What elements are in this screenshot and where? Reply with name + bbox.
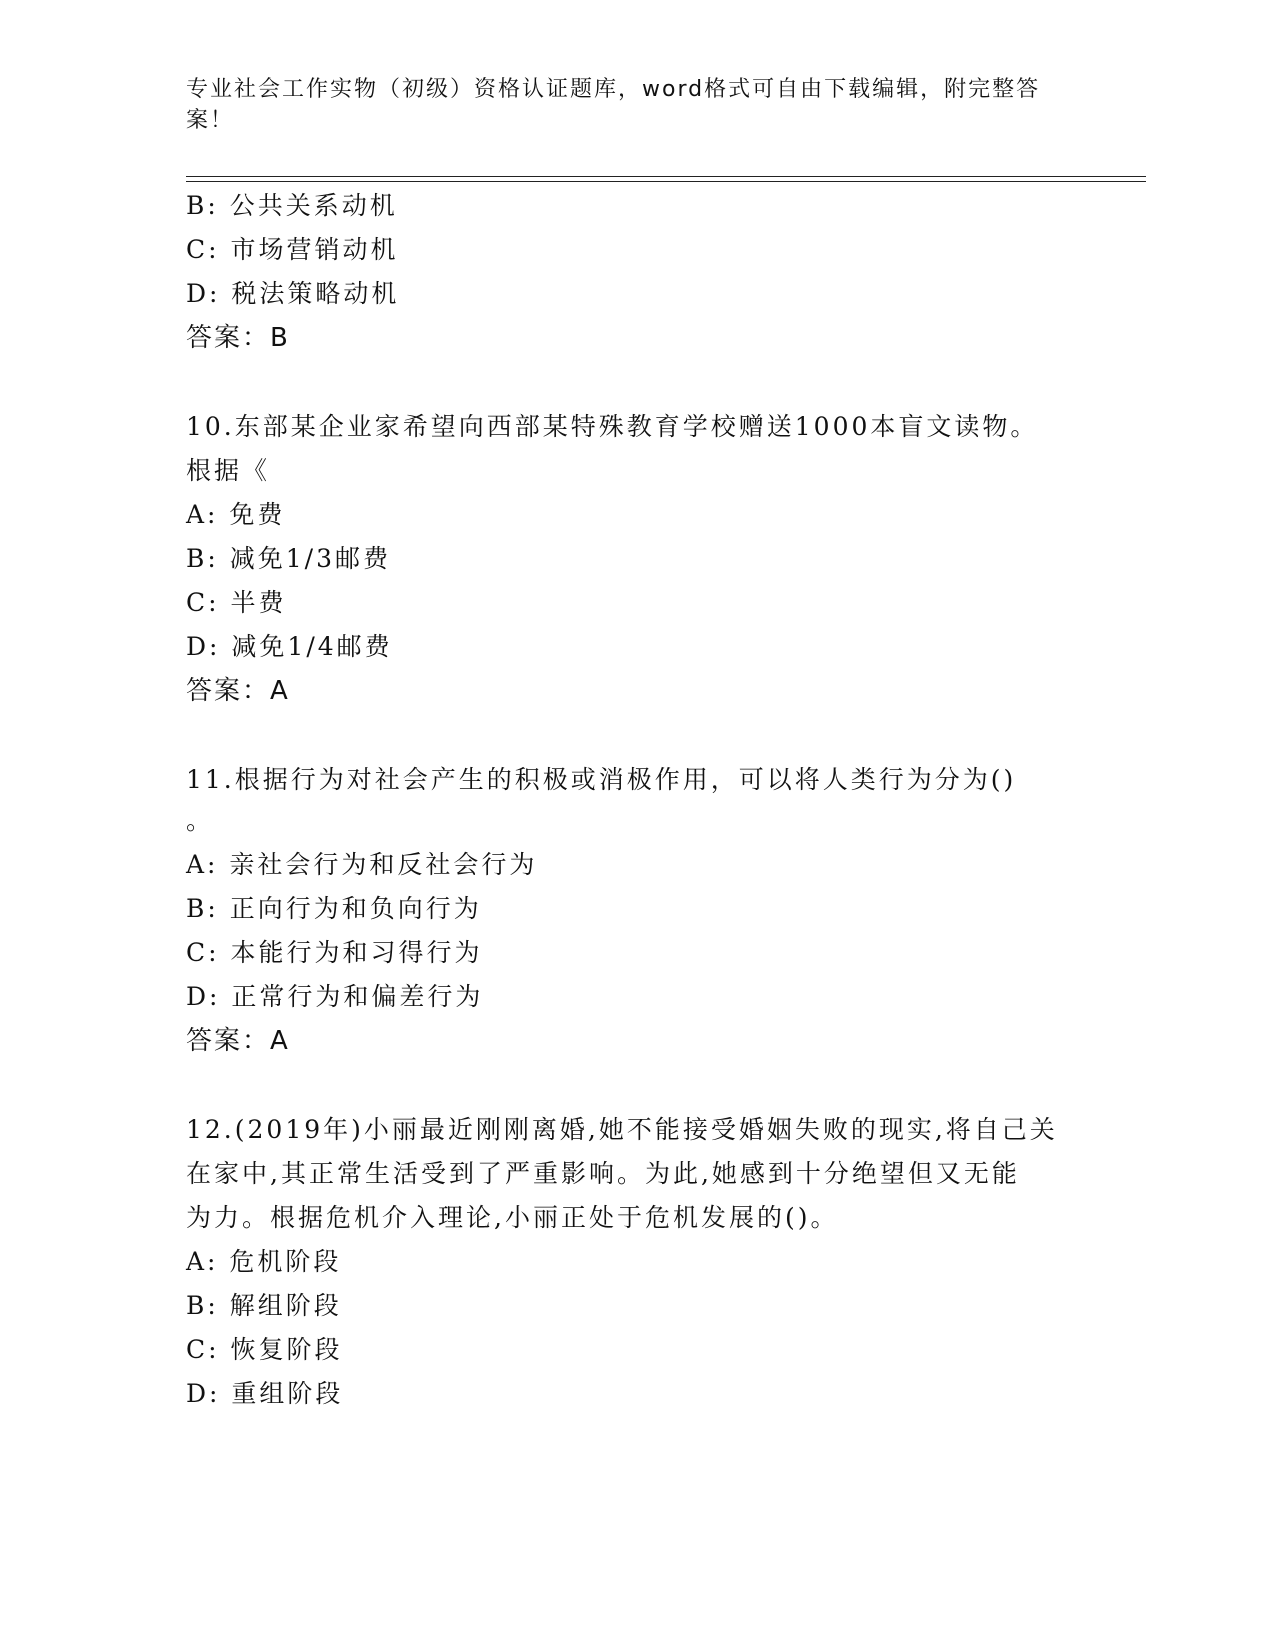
q9-option-d: D: 税法策略动机 — [186, 279, 400, 308]
header-line-2: 案！ — [186, 108, 235, 133]
q10-stem-line-2: 根据《 — [186, 456, 271, 485]
q11-stem-line-1: 11.根据行为对社会产生的积极或消极作用，可以将人类行为分为() — [186, 765, 1017, 794]
header-divider-bottom — [186, 181, 1146, 182]
q12-option-b: B: 解组阶段 — [186, 1291, 342, 1320]
q10-option-c: C: 半费 — [186, 588, 287, 617]
q10-answer: 答案：A — [186, 676, 290, 706]
q12-stem-line-1: 12.(2019年)小丽最近刚刚离婚,她不能接受婚姻失败的现实,将自己关 — [186, 1115, 1058, 1144]
q12-option-c: C: 恢复阶段 — [186, 1335, 343, 1364]
q9-option-c: C: 市场营销动机 — [186, 235, 399, 264]
q12-option-d: D: 重组阶段 — [186, 1379, 344, 1408]
q9-option-b: B: 公共关系动机 — [186, 191, 398, 220]
header-divider-top — [186, 176, 1146, 177]
document-header — [186, 74, 1066, 136]
q11-option-a: A: 亲社会行为和反社会行为 — [186, 850, 538, 879]
q9-answer: 答案：B — [186, 323, 290, 353]
q10-option-b: B: 减免1/3邮费 — [186, 544, 391, 573]
q10-option-d: D: 减免1/4邮费 — [186, 632, 393, 661]
q10-option-a: A: 免费 — [186, 500, 286, 529]
q12-stem-line-2: 在家中,其正常生活受到了严重影响。为此,她感到十分绝望但又无能 — [186, 1159, 1020, 1188]
q11-answer: 答案：A — [186, 1026, 290, 1056]
q10-stem-line-1: 10.东部某企业家希望向西部某特殊教育学校赠送1000本盲文读物。 — [186, 412, 1039, 441]
q12-stem-line-3: 为力。根据危机介入理论,小丽正处于危机发展的()。 — [186, 1203, 839, 1232]
q11-option-c: C: 本能行为和习得行为 — [186, 938, 483, 967]
q11-stem-line-2: 。 — [186, 806, 215, 835]
header-line-1: 专业社会工作实物（初级）资格认证题库，word格式可自由下载编辑，附完整答 — [186, 77, 1041, 102]
q12-option-a: A: 危机阶段 — [186, 1247, 342, 1276]
q11-option-d: D: 正常行为和偏差行为 — [186, 982, 484, 1011]
q11-option-b: B: 正向行为和负向行为 — [186, 894, 482, 923]
